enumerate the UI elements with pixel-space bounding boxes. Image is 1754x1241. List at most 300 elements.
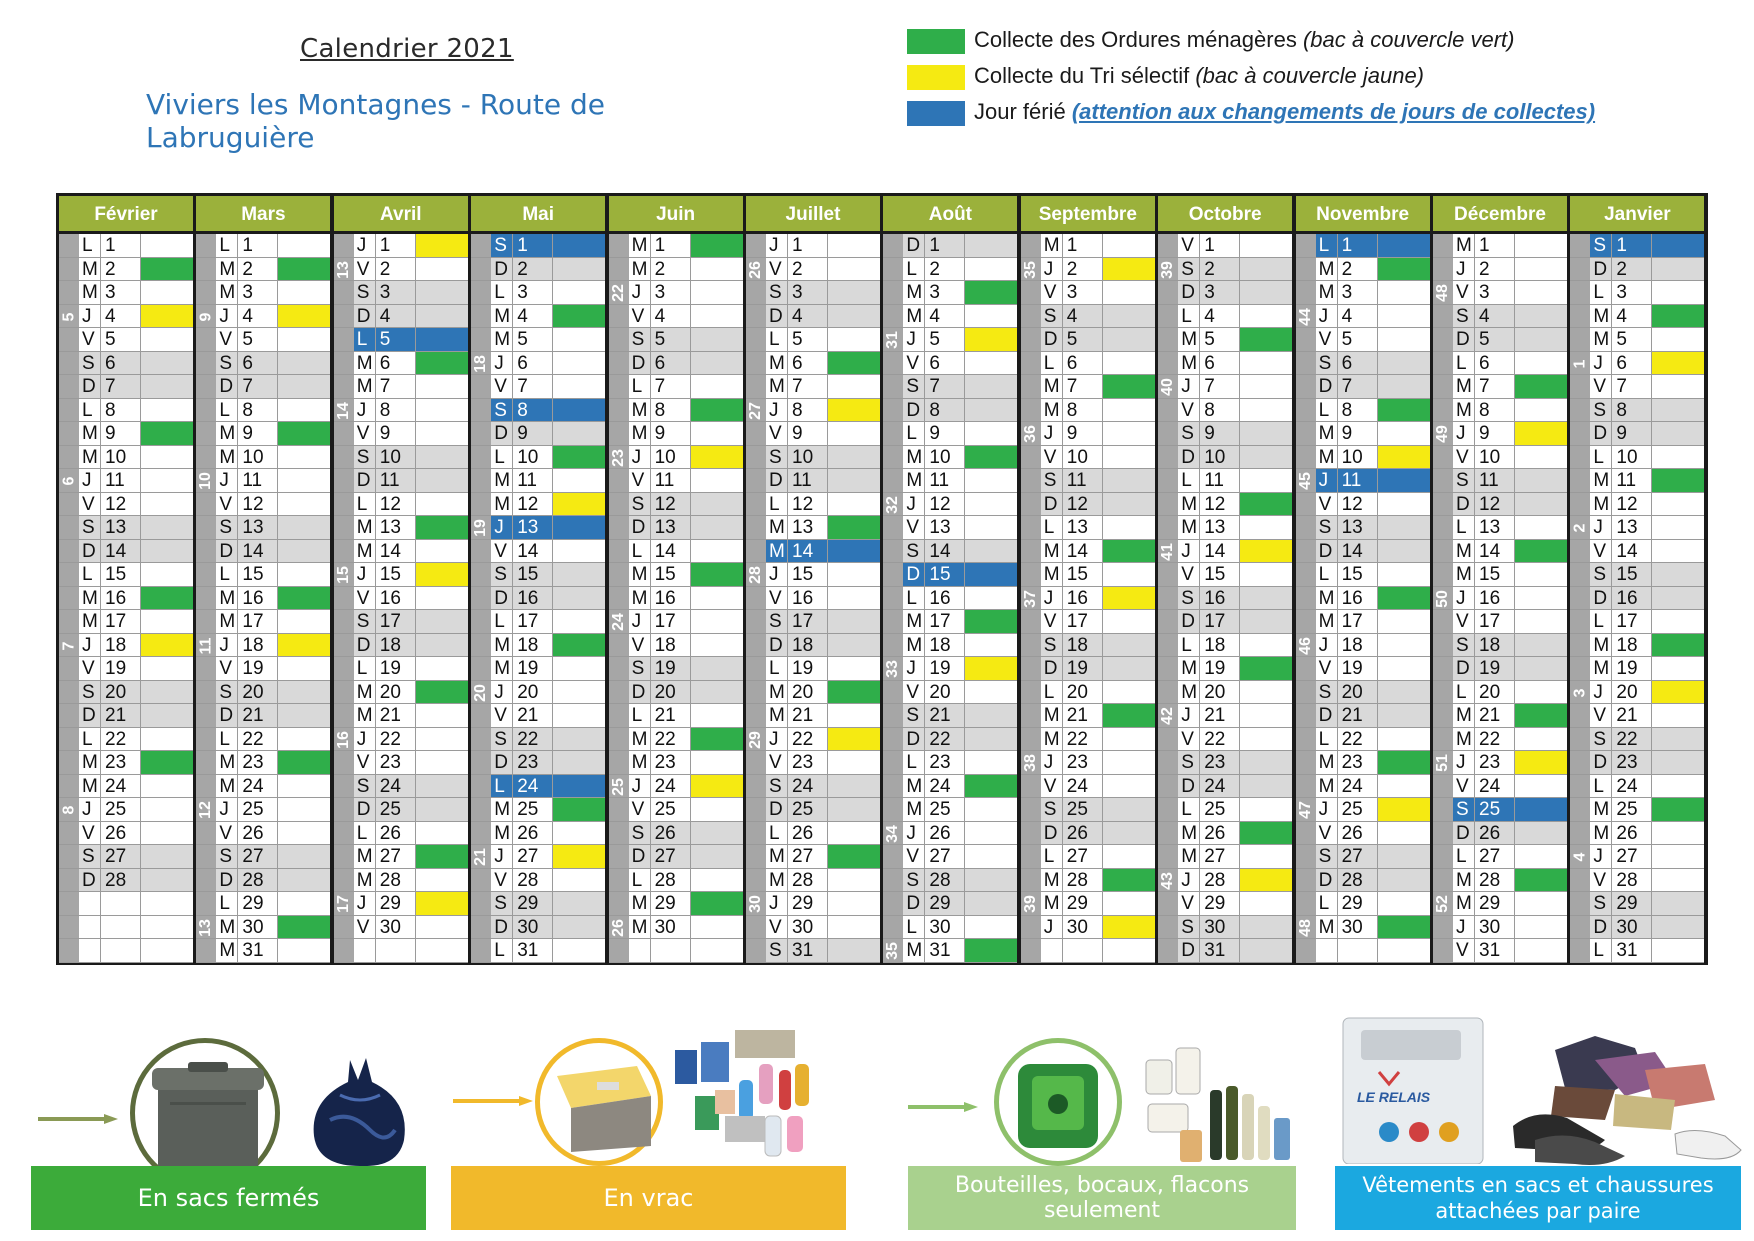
day-row <box>1433 798 1567 822</box>
day-number: 1 <box>651 234 691 257</box>
day-number: 9 <box>101 422 141 445</box>
day-row <box>59 587 193 611</box>
day-letter: S <box>79 516 101 539</box>
day-row <box>883 375 1017 399</box>
day-row <box>746 281 880 305</box>
day-number: 19 <box>1475 657 1515 680</box>
day-letter: S <box>766 281 788 304</box>
collection-cell <box>691 916 743 939</box>
day-number: 4 <box>925 305 965 328</box>
collection-cell <box>828 540 880 563</box>
day-number: 16 <box>1338 587 1378 610</box>
day-letter: S <box>1316 516 1338 539</box>
collection-cell <box>1103 610 1155 633</box>
day-row <box>1433 305 1567 329</box>
day-letter: J <box>903 822 925 845</box>
day-row <box>1021 563 1155 587</box>
day-number: 18 <box>925 634 965 657</box>
day-number: 23 <box>238 751 278 774</box>
day-row <box>1433 634 1567 658</box>
day-number: 9 <box>376 422 416 445</box>
day-number: 3 <box>376 281 416 304</box>
day-number: 13 <box>1063 516 1103 539</box>
day-number: 25 <box>1612 798 1652 821</box>
day-number: 10 <box>513 446 553 469</box>
day-number: 28 <box>238 869 278 892</box>
day-row <box>746 469 880 493</box>
collection-cell <box>278 869 330 892</box>
day-letter: V <box>354 258 376 281</box>
week-number: 39 <box>1159 260 1177 279</box>
day-letter: V <box>1316 493 1338 516</box>
day-number: 8 <box>788 399 828 422</box>
day-number: 6 <box>513 352 553 375</box>
empty-row <box>1021 939 1155 963</box>
day-letter: V <box>79 328 101 351</box>
collection-cell <box>1103 892 1155 915</box>
day-number: 10 <box>788 446 828 469</box>
day-row <box>1021 681 1155 705</box>
day-number: 11 <box>376 469 416 492</box>
empty-cell <box>79 939 101 962</box>
day-letter: J <box>629 610 651 633</box>
clothes-and-shoes-icon <box>1495 1030 1745 1170</box>
day-number: 23 <box>513 751 553 774</box>
week-number: 36 <box>1021 425 1039 443</box>
day-number: 30 <box>1475 916 1515 939</box>
collection-cell <box>691 305 743 328</box>
day-number: 20 <box>1612 681 1652 704</box>
day-row <box>1158 728 1292 752</box>
day-row <box>1158 939 1292 963</box>
day-letter: M <box>1453 234 1475 257</box>
day-letter: D <box>629 681 651 704</box>
collection-cell <box>1378 634 1430 657</box>
day-letter: J <box>1041 587 1063 610</box>
collection-cell <box>828 375 880 398</box>
day-letter: J <box>216 798 238 821</box>
day-row <box>59 305 193 329</box>
day-letter: D <box>79 375 101 398</box>
day-letter: M <box>1453 892 1475 915</box>
collection-cell <box>1378 798 1430 821</box>
day-row <box>1570 610 1704 634</box>
day-number: 31 <box>1612 939 1652 962</box>
day-letter: L <box>766 657 788 680</box>
collection-cell <box>553 916 605 939</box>
day-row <box>746 540 880 564</box>
day-row <box>1570 258 1704 282</box>
day-number: 27 <box>788 845 828 868</box>
day-letter: M <box>79 587 101 610</box>
day-number: 4 <box>101 305 141 328</box>
week-number: 35 <box>1021 260 1039 279</box>
day-row <box>334 798 468 822</box>
day-row <box>883 775 1017 799</box>
day-row <box>1021 822 1155 846</box>
day-number: 28 <box>1338 869 1378 892</box>
collection-cell <box>278 751 330 774</box>
day-number: 1 <box>1338 234 1378 257</box>
collection-cell <box>1652 563 1704 586</box>
day-row <box>1570 775 1704 799</box>
day-number: 30 <box>1200 916 1240 939</box>
day-row <box>196 657 330 681</box>
day-letter: S <box>1453 305 1475 328</box>
day-row <box>471 751 605 775</box>
week-number: 13 <box>197 918 215 937</box>
month-column <box>883 196 1017 962</box>
day-letter: M <box>1041 704 1063 727</box>
day-row <box>1570 869 1704 893</box>
collection-cell <box>1652 328 1704 351</box>
collection-cell <box>965 540 1017 563</box>
day-letter: D <box>1453 822 1475 845</box>
day-row <box>1021 728 1155 752</box>
day-number: 9 <box>1200 422 1240 445</box>
collection-cell <box>1378 751 1430 774</box>
day-letter: M <box>903 469 925 492</box>
day-row <box>1021 281 1155 305</box>
day-number: 24 <box>1475 775 1515 798</box>
day-row <box>196 939 330 963</box>
day-letter: S <box>1590 892 1612 915</box>
day-letter: D <box>903 234 925 257</box>
collection-cell <box>141 493 193 516</box>
day-number: 11 <box>101 469 141 492</box>
collection-cell <box>416 516 468 539</box>
collection-cell <box>1103 281 1155 304</box>
day-row <box>59 540 193 564</box>
day-row <box>883 328 1017 352</box>
day-number: 4 <box>1063 305 1103 328</box>
collection-cell <box>828 610 880 633</box>
day-row <box>746 775 880 799</box>
day-letter: J <box>766 563 788 586</box>
collection-cell <box>278 375 330 398</box>
day-number: 23 <box>376 751 416 774</box>
day-number: 5 <box>925 328 965 351</box>
day-letter: M <box>216 446 238 469</box>
day-letter: L <box>903 422 925 445</box>
day-number: 18 <box>1338 634 1378 657</box>
day-letter: S <box>1041 634 1063 657</box>
day-row <box>334 446 468 470</box>
day-row <box>1021 798 1155 822</box>
day-letter: S <box>491 563 513 586</box>
day-row <box>59 704 193 728</box>
day-row <box>1158 869 1292 893</box>
legend-note-green: (bac à couvercle vert) <box>1302 27 1515 52</box>
collection-cell <box>141 563 193 586</box>
day-row <box>1433 258 1567 282</box>
collection-cell <box>278 469 330 492</box>
day-letter: L <box>766 822 788 845</box>
collection-cell <box>965 234 1017 257</box>
day-row <box>1158 305 1292 329</box>
day-row <box>609 399 743 423</box>
day-letter: L <box>216 234 238 257</box>
day-number: 12 <box>651 493 691 516</box>
day-row <box>1433 610 1567 634</box>
day-row <box>1158 751 1292 775</box>
day-number: 13 <box>376 516 416 539</box>
day-row <box>471 822 605 846</box>
day-number: 29 <box>925 892 965 915</box>
day-letter: D <box>1316 869 1338 892</box>
day-letter: S <box>1590 728 1612 751</box>
day-number: 22 <box>101 728 141 751</box>
collection-cell <box>416 728 468 751</box>
day-letter: J <box>629 775 651 798</box>
collection-cell <box>141 328 193 351</box>
day-number: 29 <box>651 892 691 915</box>
day-letter: D <box>766 469 788 492</box>
empty-cell <box>1063 939 1103 962</box>
day-letter: V <box>903 845 925 868</box>
day-row <box>609 469 743 493</box>
day-row <box>196 375 330 399</box>
day-letter: M <box>1453 563 1475 586</box>
collection-cell <box>553 281 605 304</box>
day-number: 8 <box>1063 399 1103 422</box>
day-letter: D <box>1590 422 1612 445</box>
day-letter: D <box>903 892 925 915</box>
collection-cell <box>278 352 330 375</box>
day-number: 9 <box>238 422 278 445</box>
collection-cell <box>1652 681 1704 704</box>
day-letter: S <box>1178 916 1200 939</box>
collection-cell <box>553 634 605 657</box>
day-row <box>883 469 1017 493</box>
day-letter: J <box>1178 540 1200 563</box>
day-letter: V <box>1178 728 1200 751</box>
collection-cell <box>1103 845 1155 868</box>
day-letter: L <box>1041 681 1063 704</box>
collection-cell <box>553 516 605 539</box>
day-row <box>334 587 468 611</box>
collection-cell <box>828 869 880 892</box>
collection-cell <box>416 751 468 774</box>
day-row <box>883 305 1017 329</box>
day-row <box>1158 845 1292 869</box>
day-number: 18 <box>1063 634 1103 657</box>
arrow-icon <box>38 1114 118 1124</box>
day-number: 26 <box>376 822 416 845</box>
day-letter: M <box>1453 728 1475 751</box>
day-letter: S <box>1041 469 1063 492</box>
day-row <box>609 775 743 799</box>
day-row <box>609 728 743 752</box>
day-row <box>746 446 880 470</box>
collection-cell <box>691 892 743 915</box>
collection-cell <box>828 681 880 704</box>
day-row <box>196 352 330 376</box>
day-row <box>1158 798 1292 822</box>
day-row <box>1296 775 1430 799</box>
month-days <box>196 234 330 962</box>
day-number: 26 <box>101 822 141 845</box>
day-letter: D <box>491 587 513 610</box>
day-row <box>1570 845 1704 869</box>
day-letter: D <box>79 540 101 563</box>
day-number: 29 <box>1475 892 1515 915</box>
day-row <box>334 657 468 681</box>
day-number: 20 <box>513 681 553 704</box>
day-row <box>609 493 743 517</box>
day-row <box>471 305 605 329</box>
day-row <box>1433 540 1567 564</box>
day-number: 5 <box>1338 328 1378 351</box>
day-letter: M <box>1316 916 1338 939</box>
day-number: 12 <box>925 493 965 516</box>
day-number: 20 <box>101 681 141 704</box>
day-letter: S <box>1453 469 1475 492</box>
day-number: 13 <box>1200 516 1240 539</box>
day-row <box>1021 446 1155 470</box>
day-letter: M <box>1041 375 1063 398</box>
legend-item-yellow <box>907 62 1567 98</box>
day-row <box>196 704 330 728</box>
day-letter: S <box>1178 587 1200 610</box>
day-number: 1 <box>238 234 278 257</box>
day-row <box>1570 352 1704 376</box>
collection-cell <box>141 375 193 398</box>
day-letter: M <box>1453 540 1475 563</box>
week-number: 46 <box>1296 636 1314 655</box>
day-row <box>1433 869 1567 893</box>
collection-cell <box>1652 657 1704 680</box>
day-number: 26 <box>1475 822 1515 845</box>
day-row <box>1296 916 1430 940</box>
day-row <box>471 493 605 517</box>
day-row <box>1021 587 1155 611</box>
day-row <box>471 422 605 446</box>
day-letter: J <box>491 845 513 868</box>
day-letter: L <box>903 258 925 281</box>
day-number: 27 <box>101 845 141 868</box>
day-number: 3 <box>1612 281 1652 304</box>
day-row <box>1296 258 1430 282</box>
legend-note-blue[interactable]: (attention aux changements de jours de collectes) <box>1071 99 1596 124</box>
day-row <box>1433 704 1567 728</box>
day-letter: L <box>491 939 513 962</box>
day-number: 29 <box>1612 892 1652 915</box>
collection-cell <box>1515 422 1567 445</box>
day-row <box>1296 822 1430 846</box>
collection-cell <box>1240 704 1292 727</box>
collection-cell <box>1378 540 1430 563</box>
collection-cell <box>1515 751 1567 774</box>
day-letter: D <box>491 751 513 774</box>
collection-cell <box>1240 281 1292 304</box>
day-row <box>746 587 880 611</box>
day-letter: M <box>903 281 925 304</box>
day-number: 28 <box>788 869 828 892</box>
collection-cell <box>828 751 880 774</box>
day-number: 30 <box>651 916 691 939</box>
collection-cell <box>965 798 1017 821</box>
day-number: 12 <box>513 493 553 516</box>
collection-cell <box>1515 634 1567 657</box>
collection-cell <box>141 634 193 657</box>
day-row <box>59 258 193 282</box>
day-letter: D <box>1178 281 1200 304</box>
day-number: 7 <box>1200 375 1240 398</box>
collection-cell <box>828 704 880 727</box>
empty-row <box>1296 939 1430 963</box>
day-letter: M <box>1590 469 1612 492</box>
week-number: 12 <box>197 801 215 819</box>
day-number: 8 <box>101 399 141 422</box>
day-row <box>609 258 743 282</box>
day-number: 26 <box>513 822 553 845</box>
collection-cell <box>828 469 880 492</box>
day-letter: J <box>903 328 925 351</box>
day-letter: L <box>1316 892 1338 915</box>
collection-cell <box>1378 704 1430 727</box>
day-row <box>1433 728 1567 752</box>
day-row <box>334 469 468 493</box>
day-letter: M <box>1590 798 1612 821</box>
day-row <box>334 845 468 869</box>
collection-cell <box>691 399 743 422</box>
day-number: 2 <box>101 258 141 281</box>
day-number: 28 <box>376 869 416 892</box>
day-row <box>59 375 193 399</box>
day-row <box>1158 587 1292 611</box>
day-number: 8 <box>513 399 553 422</box>
day-number: 5 <box>238 328 278 351</box>
day-row <box>1021 869 1155 893</box>
day-letter: J <box>1316 798 1338 821</box>
day-row <box>1158 234 1292 258</box>
day-letter: M <box>354 681 376 704</box>
collection-cell <box>278 704 330 727</box>
collection-cell <box>141 822 193 845</box>
empty-cell <box>629 939 651 962</box>
day-number: 14 <box>101 540 141 563</box>
day-number: 22 <box>651 728 691 751</box>
collection-cell <box>1378 422 1430 445</box>
collection-cell <box>1240 305 1292 328</box>
day-number: 14 <box>1612 540 1652 563</box>
day-letter: S <box>491 892 513 915</box>
day-row <box>1158 328 1292 352</box>
day-letter: M <box>903 634 925 657</box>
day-row <box>609 446 743 470</box>
day-letter: L <box>79 563 101 586</box>
collection-cell <box>1652 775 1704 798</box>
day-letter: M <box>491 469 513 492</box>
collection-cell <box>278 822 330 845</box>
collection-cell <box>965 469 1017 492</box>
day-number: 5 <box>376 328 416 351</box>
day-letter: S <box>1590 234 1612 257</box>
day-letter: J <box>1316 634 1338 657</box>
week-number: 52 <box>1433 895 1451 913</box>
day-letter: J <box>354 563 376 586</box>
day-letter: L <box>1590 775 1612 798</box>
collection-cell <box>1515 516 1567 539</box>
collection-cell <box>553 657 605 680</box>
collection-cell <box>553 798 605 821</box>
collection-cell <box>416 446 468 469</box>
collection-cell <box>416 587 468 610</box>
day-number: 7 <box>513 375 553 398</box>
collection-cell <box>1515 234 1567 257</box>
collection-cell <box>1378 681 1430 704</box>
